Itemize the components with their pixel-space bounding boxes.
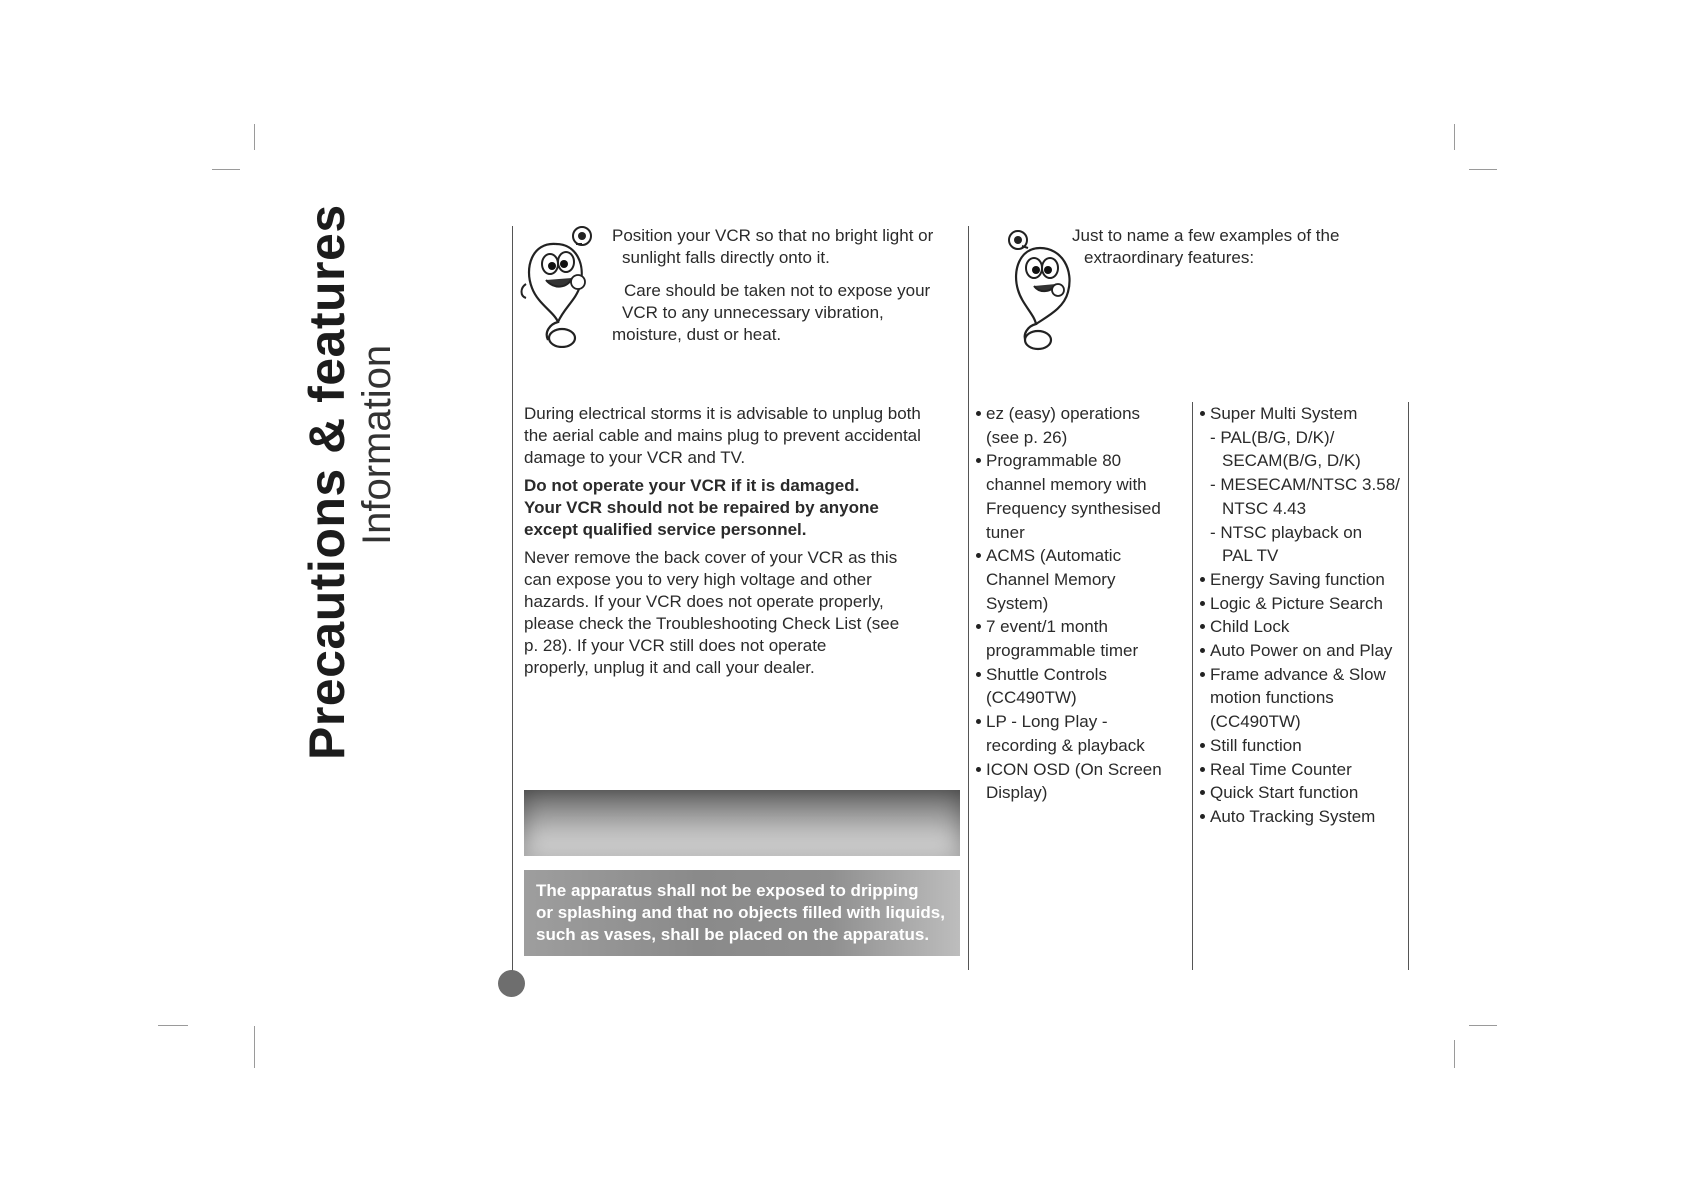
- list-item: Energy Saving function: [1198, 568, 1408, 592]
- storm-paragraph: During electrical storms it is advisable to unplug both the aerial cable and mains plug to prevent accidental damage to your VCR and TV.: [524, 404, 921, 467]
- crop-mark: [1469, 169, 1497, 170]
- list-item: Real Time Counter: [1198, 758, 1408, 782]
- list-item: Programmable 80 channel memory with Frequency synthesised tuner: [974, 449, 1188, 544]
- crop-mark: [254, 1026, 255, 1068]
- mascot-icon: [518, 224, 596, 348]
- crop-mark: [1454, 124, 1455, 150]
- list-subitem: - NTSC playback on PAL TV: [1210, 522, 1363, 566]
- features-intro: Just to name a few examples of the extraordinary features:: [1072, 226, 1340, 267]
- tip-position: Position your VCR so that no bright light or sunlight falls directly onto it.: [612, 226, 934, 267]
- list-item: 7 event/1 month programmable timer: [974, 615, 1188, 662]
- page-title: Precautions & features: [299, 204, 355, 760]
- column-divider: [968, 226, 969, 970]
- list-item: Still function: [1198, 734, 1408, 758]
- cover-paragraph: Never remove the back cover of your VCR as this can expose you to very high voltage and other hazards. If your VCR does not operate properly, please check the Troubleshooting Check List (see p. 28). If your VCR still does not operate properly, unplug it and call your dealer.: [524, 548, 900, 677]
- crop-mark: [1454, 1040, 1455, 1068]
- tip-care: Care should be taken not to expose your VCR to any unnecessary vibration, moisture, dust or heat.: [612, 281, 931, 344]
- list-item: Auto Tracking System: [1198, 805, 1408, 829]
- list-item: ICON OSD (On Screen Display): [974, 758, 1188, 805]
- list-item: ACMS (Automatic Channel Memory System): [974, 544, 1188, 615]
- column-divider: [1408, 402, 1409, 970]
- liquid-warning-box: The apparatus shall not be exposed to dripping or splashing and that no objects filled with liquids, such as vases, shall be placed on the apparatus.: [524, 870, 960, 956]
- list-item: Frame advance & Slow motion functions (CC490TW): [1198, 663, 1408, 734]
- list-item: Shuttle Controls (CC490TW): [974, 663, 1188, 710]
- crop-mark: [254, 124, 255, 150]
- list-item: ez (easy) operations (see p. 26): [974, 402, 1188, 449]
- page-subtitle: Information: [355, 344, 399, 545]
- crop-mark: [158, 1025, 188, 1026]
- crop-mark: [212, 169, 240, 170]
- precautions-text: [524, 403, 964, 679]
- mascot-icon: [1004, 228, 1082, 352]
- list-item: Logic & Picture Search: [1198, 592, 1408, 616]
- list-item: LP - Long Play - recording & playback: [974, 710, 1188, 757]
- section-title: [300, 204, 400, 760]
- list-subitem: - MESECAM/NTSC 3.58/ NTSC 4.43: [1210, 475, 1400, 518]
- list-item: Super Multi System: [1198, 402, 1408, 426]
- crop-mark: [1469, 1025, 1497, 1026]
- list-subitem: - PAL(B/G, D/K)/ SECAM(B/G, D/K): [1210, 427, 1361, 471]
- decorative-gray-bar: [524, 790, 960, 856]
- list-item: Quick Start function: [1198, 781, 1408, 805]
- column-divider: [512, 226, 513, 974]
- damage-warning: Do not operate your VCR if it is damaged. Your VCR should not be repaired by anyone except qualified service personnel.: [524, 476, 879, 539]
- list-item: Child Lock: [1198, 615, 1408, 639]
- features-list-2: [1198, 402, 1408, 829]
- features-list-1: [974, 402, 1188, 805]
- column-divider: [1192, 402, 1193, 970]
- list-item: Auto Power on and Play: [1198, 639, 1408, 663]
- page-marker-dot: [498, 970, 525, 997]
